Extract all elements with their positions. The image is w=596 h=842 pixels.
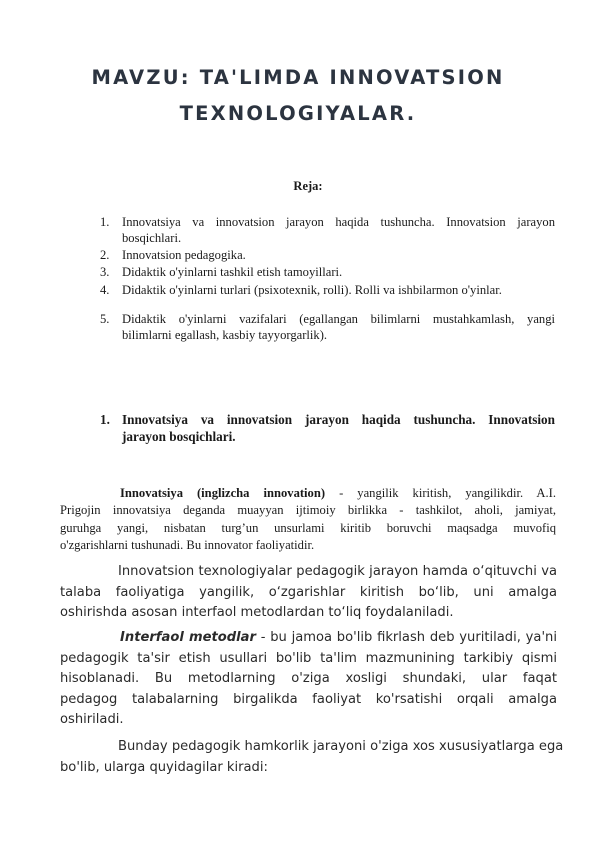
plan-item-text: Didaktik o'yinlarni tashkil etish tamoyillari. bbox=[122, 265, 343, 279]
term-innovatsiya: Innovatsiya (inglizcha innovation) bbox=[120, 486, 326, 500]
plan-item-4 bbox=[100, 282, 555, 298]
paragraph-line: oshiriladi. bbox=[60, 712, 124, 728]
plan-item-text: Innovatsion pedagogika. bbox=[122, 248, 246, 262]
plan-item-text-cont: bosqichlari. bbox=[122, 231, 182, 245]
paragraph-line: o'zgarishlarni tushunadi. Bu innovator faoliyatidir. bbox=[60, 538, 315, 553]
section-heading-line-2: jarayon bosqichlari. bbox=[122, 429, 236, 444]
plan-item-2 bbox=[100, 247, 555, 263]
document-title-line-2: TEXNOLOGIYALAR. bbox=[179, 102, 417, 125]
plan-item-number: 4. bbox=[100, 283, 110, 297]
section-heading-line-1: Innovatsiya va innovatsion jarayon haqida tushuncha. Innovatsion bbox=[122, 412, 555, 427]
paragraph-line: Bunday pedagogik hamkorlik jarayoni o'ziga xos xususiyatlarga ega bbox=[118, 739, 564, 754]
paragraph-line: Prigojin innovatsiya deganda muayyan ijtimoiy birlikka - tashkilot, aholi, jamiyat, bbox=[60, 503, 556, 518]
paragraph-line: guruhga yangi, nisbatan turg’un unsurlami kiritib boruvchi maqsadga muvofiq bbox=[60, 520, 556, 535]
section-heading-number: 1. bbox=[100, 412, 110, 427]
plan-label: Reja: bbox=[293, 179, 323, 193]
plan-item-number: 2. bbox=[100, 248, 110, 262]
plan-item-1 bbox=[100, 214, 555, 246]
paragraph-line bbox=[60, 485, 556, 502]
paragraph-innovatsiya bbox=[60, 485, 556, 555]
term-interfaol-metodlar: Interfaol metodlar bbox=[120, 630, 256, 645]
plan-item-number: 3. bbox=[100, 265, 110, 279]
paragraph-hamkorlik bbox=[60, 737, 564, 778]
plan-item-number: 1. bbox=[100, 215, 110, 229]
paragraph-text: - yangilik kiritish, yangilikdir. A.I. bbox=[325, 486, 556, 500]
plan-item-text: Innovatsiya va innovatsion jarayon haqida tushuncha. Innovatsion jarayon bbox=[122, 215, 555, 229]
paragraph-line bbox=[60, 628, 557, 649]
paragraph-line: pedagog talabalarning birgalikda faoliyat ko'rsatishi orqali amalga bbox=[60, 691, 557, 707]
section-heading bbox=[100, 411, 555, 445]
plan-item-text-cont: bilimlarni egallash, kasbiy tayyorgarlik). bbox=[122, 328, 328, 342]
paragraph-interfaol-metodlar bbox=[60, 628, 557, 731]
paragraph-line: pedagogik ta'sir etish usullari bo'lib ta'lim mazmunining tarkibiy qismi bbox=[60, 650, 557, 666]
plan-item-number: 5. bbox=[100, 312, 110, 326]
paragraph-text: - bu jamoa bo'lib fikrlash deb yuritiladi, ya'ni bbox=[255, 630, 557, 645]
document-title-line-1: MAVZU: TA'LIMDA INNOVATSION bbox=[91, 66, 505, 89]
paragraph-line: Innovatsion texnologiyalar pedagogik jarayon hamda o‘qituvchi va bbox=[118, 564, 557, 579]
paragraph-line: talaba faoliyatiga yangilik, o‘zgarishlar kiritish bo‘lib, uni amalga bbox=[60, 584, 557, 600]
plan-item-text: Didaktik o'yinlarni turlari (psixotexnik, rolli). Rolli va ishbilarmon o'yinlar. bbox=[122, 283, 502, 297]
paragraph-innovatsion-texnologiyalar bbox=[60, 562, 557, 624]
paragraph-line: oshirishda asosan interfaol metodlardan to‘liq foydalaniladi. bbox=[60, 605, 454, 621]
plan-item-5 bbox=[100, 311, 555, 343]
paragraph-line: hisoblanadi. Bu metodlarning o'ziga xosligi shundaki, ular faqat bbox=[60, 671, 557, 687]
plan-item-3 bbox=[100, 264, 555, 280]
plan-item-text: Didaktik o'yinlarni vazifalari (egallangan bilimlarni mustahkamlash, yangi bbox=[122, 312, 555, 326]
paragraph-line: bo'lib, ularga quyidagilar kiradi: bbox=[60, 759, 268, 775]
